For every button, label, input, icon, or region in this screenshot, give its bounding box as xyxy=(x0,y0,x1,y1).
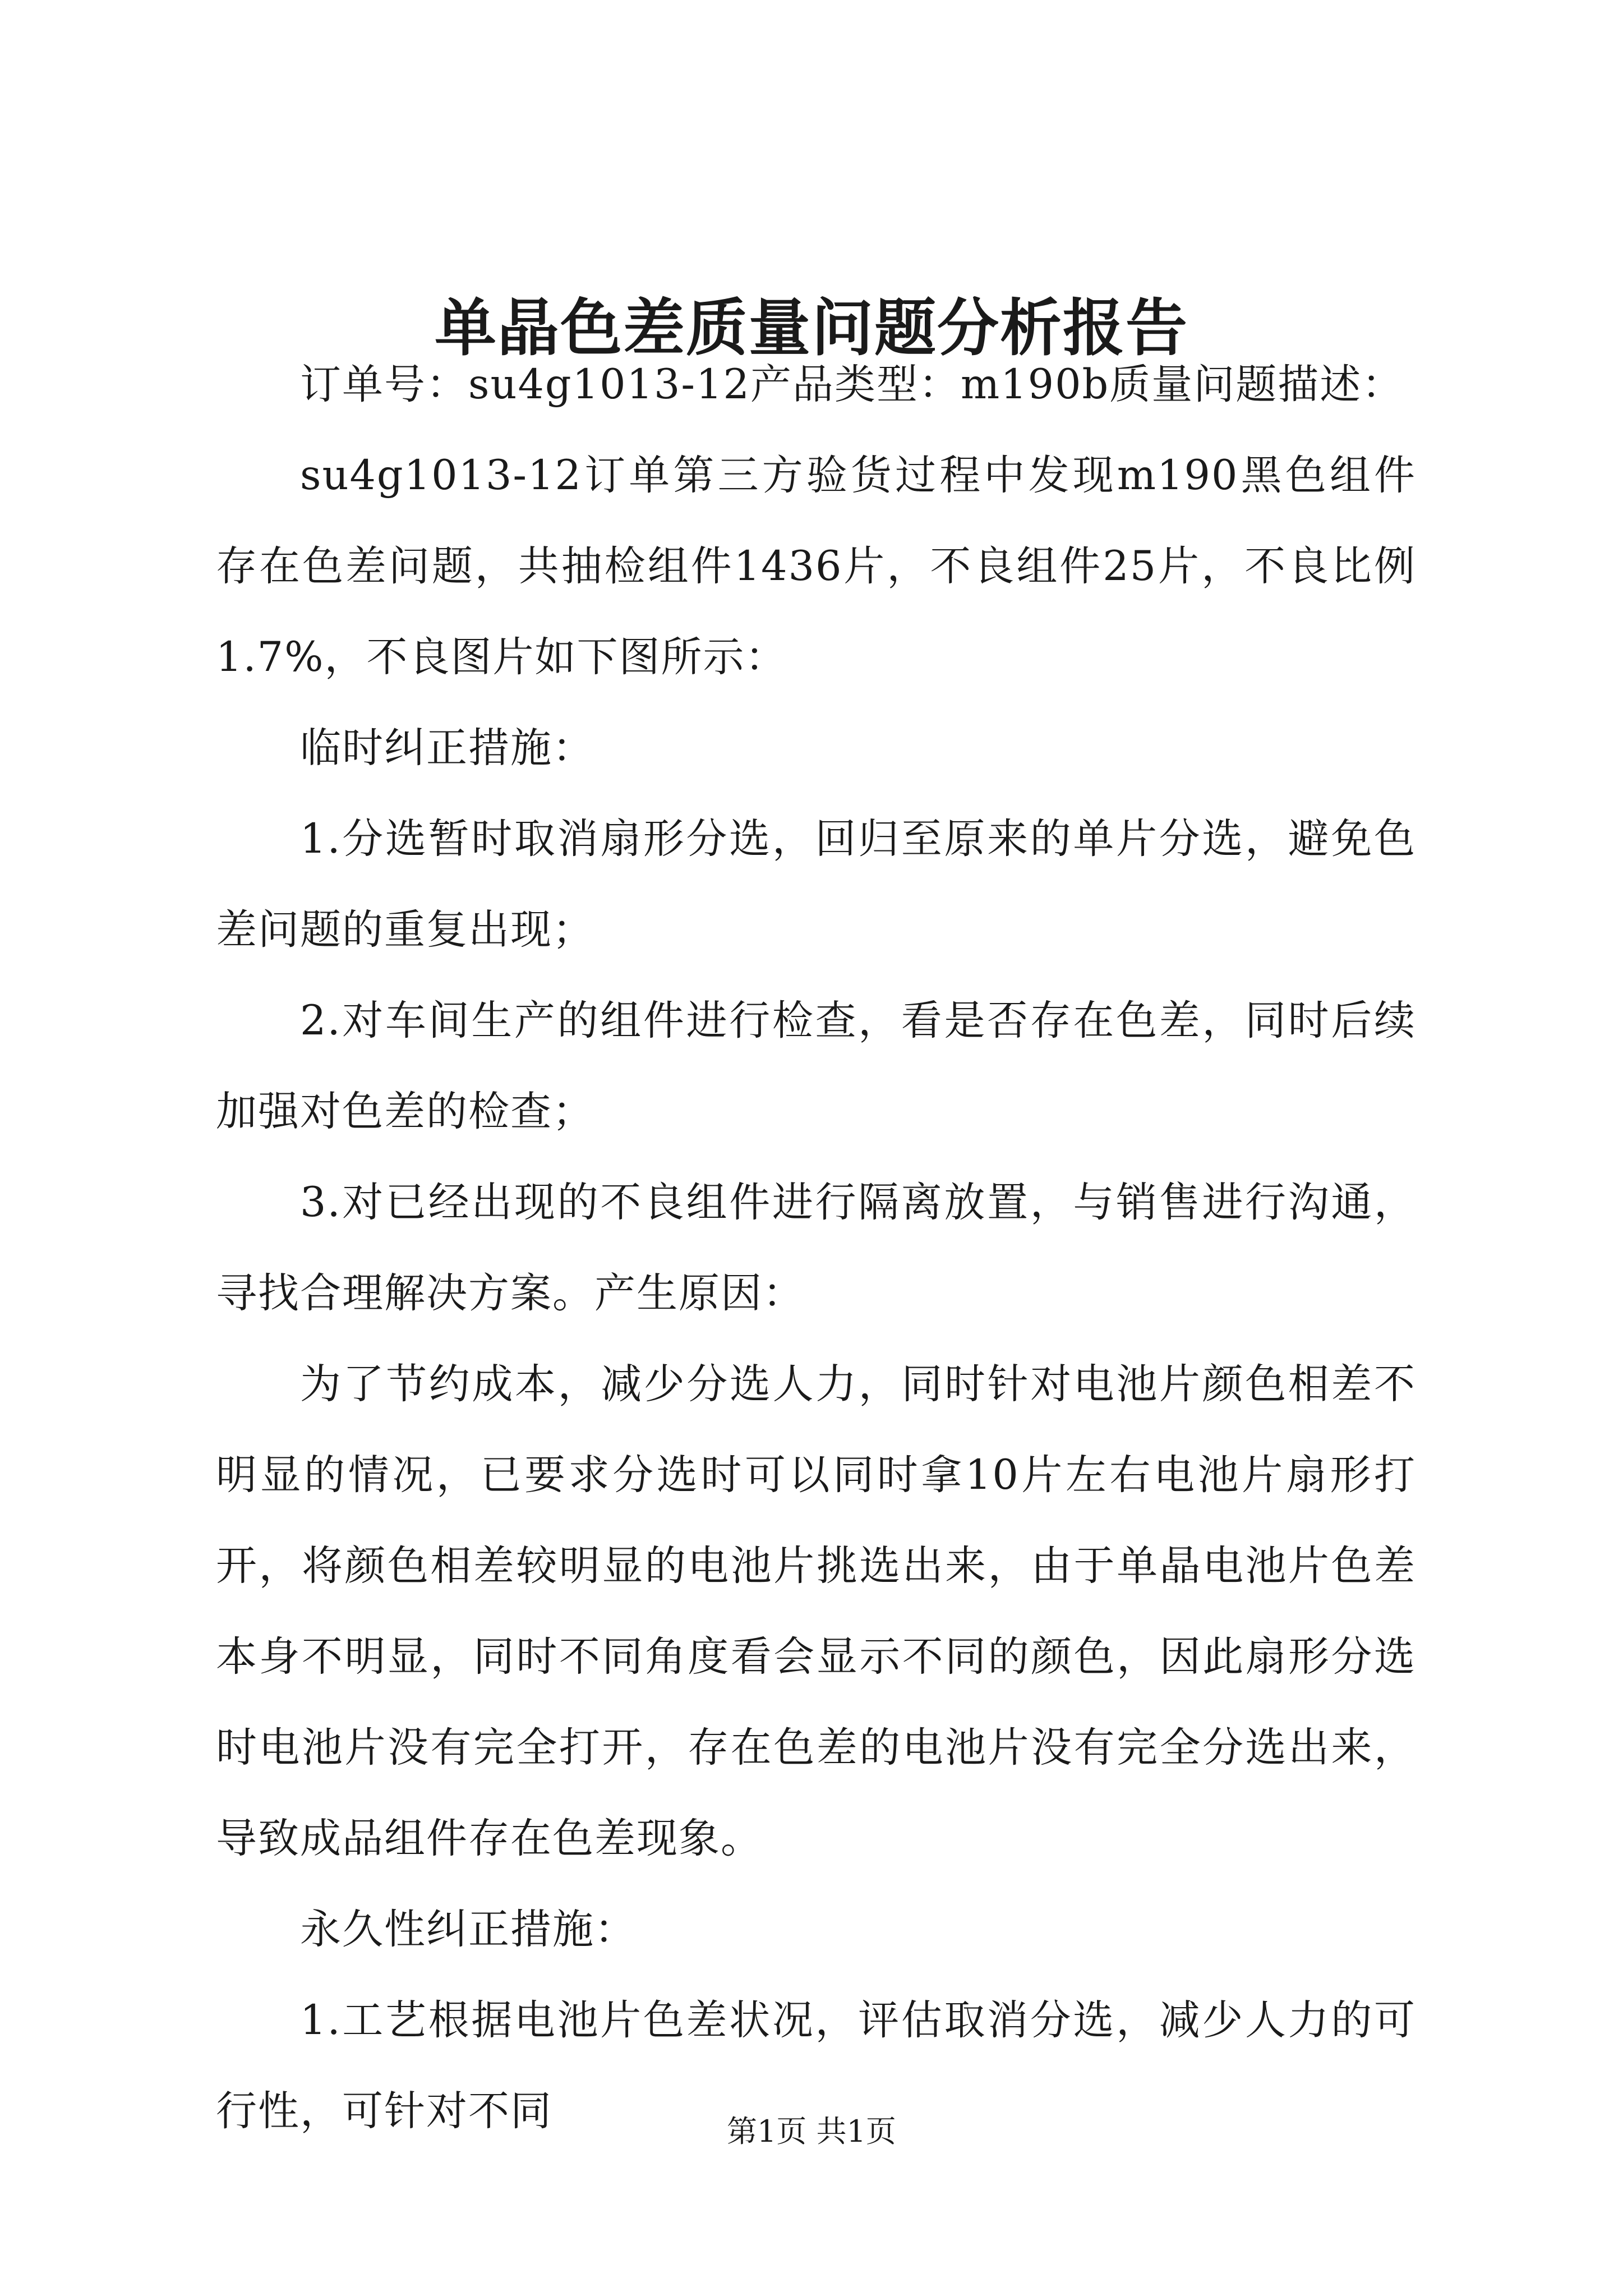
page-footer: 第1页 共1页 xyxy=(727,2114,896,2149)
heading-temporary-measures: 临时纠正措施： xyxy=(300,724,594,772)
paragraph-problem-description: su4g1013-12订单第三方验货过程中发现m190黑色组件存在色差问题，共抽检组件1436片，不良组件25片，不良比例1.7%，不良图片如下图所示： xyxy=(216,452,1416,681)
paragraph-temporary-measure-1: 1.分选暂时取消扇形分选，回归至原来的单片分选，避免色差问题的重复出现； xyxy=(216,815,1416,954)
document-title: 单晶色差质量问题分析报告 xyxy=(435,292,1188,364)
document-body xyxy=(216,339,1416,2157)
paragraph-root-cause: 为了节约成本，减少分选人力，同时针对电池片颜色相差不明显的情况，已要求分选时可以同时拿10片左右电池片扇形打开，将颜色相差较明显的电池片挑选出来，由于单晶电池片色差本身不明显，同时不同角度看会显示不同的颜色，因此扇形分选时电池片没有完全打开，存在色差的电池片没有完全分选出来，导致成品组件存在色差现象。 xyxy=(216,1360,1416,1862)
heading-permanent-measures: 永久性纠正措施： xyxy=(300,1906,637,1953)
paragraph-permanent-measure-1: 1.工艺根据电池片色差状况，评估取消分选，减少人力的可行性，可针对不同 xyxy=(216,1996,1416,2135)
paragraph-temporary-measure-2: 2.对车间生产的组件进行检查，看是否存在色差，同时后续加强对色差的检查； xyxy=(216,997,1416,1135)
paragraph-order-info: 订单号：su4g1013-12产品类型：m190b质量问题描述： xyxy=(300,361,1404,408)
paragraph-temporary-measure-3: 3.对已经出现的不良组件进行隔离放置，与销售进行沟通，寻找合理解决方案。产生原因： xyxy=(216,1179,1416,1317)
